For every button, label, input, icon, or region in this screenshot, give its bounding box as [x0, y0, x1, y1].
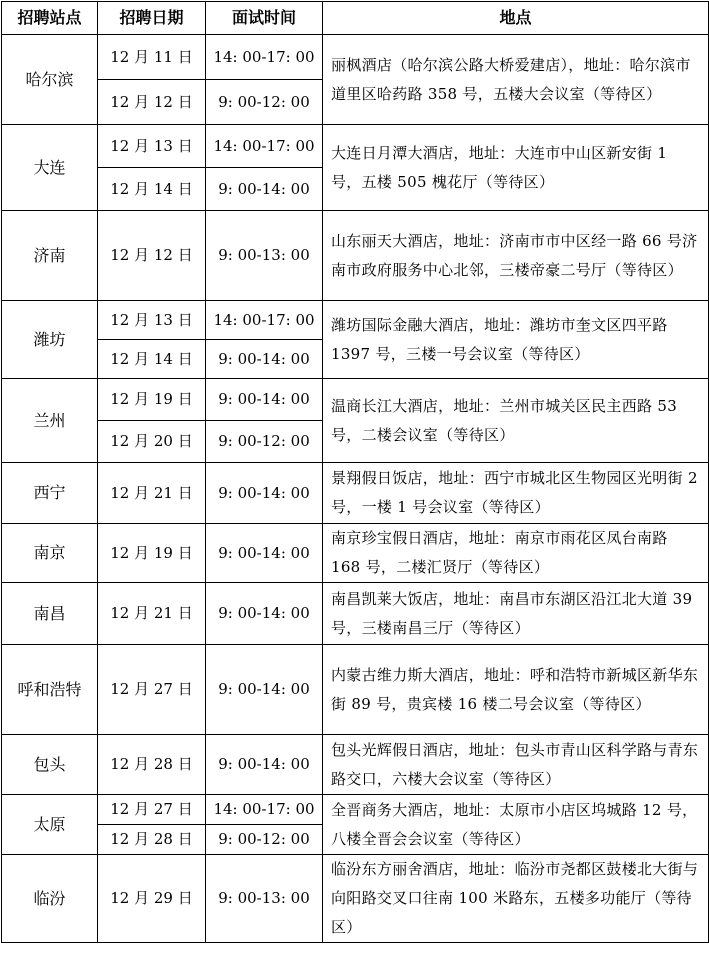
time-cell: 9: 00-13: 00 — [206, 211, 323, 301]
table-row — [2, 855, 709, 943]
date-cell: 12 月 28 日 — [98, 735, 206, 795]
station-cell: 太原 — [2, 795, 98, 855]
header-date: 招聘日期 — [98, 2, 206, 35]
time-cell: 9: 00-14: 00 — [206, 168, 323, 211]
station-cell: 大连 — [2, 125, 98, 211]
table-row — [2, 125, 709, 168]
date-cell: 12 月 11 日 — [98, 35, 206, 80]
location-cell: 潍坊国际金融大酒店，地址：潍坊市奎文区四平路 1397 号，三楼一号会议室（等待区） — [323, 301, 709, 379]
location-cell: 包头光辉假日酒店，地址：包头市青山区科学路与青东路交口，六楼大会议室（等待区） — [323, 735, 709, 795]
time-cell: 9: 00-12: 00 — [206, 421, 323, 463]
date-cell: 12 月 19 日 — [98, 524, 206, 583]
time-cell: 9: 00-14: 00 — [206, 583, 323, 645]
time-cell: 9: 00-14: 00 — [206, 645, 323, 735]
date-cell: 12 月 28 日 — [98, 825, 206, 855]
table-row — [2, 463, 709, 524]
header-location: 地点 — [323, 2, 709, 35]
date-cell: 12 月 27 日 — [98, 645, 206, 735]
time-cell: 9: 00-14: 00 — [206, 735, 323, 795]
date-cell: 12 月 21 日 — [98, 463, 206, 524]
header-station: 招聘站点 — [2, 2, 98, 35]
date-cell: 12 月 21 日 — [98, 583, 206, 645]
time-cell: 14: 00-17: 00 — [206, 35, 323, 80]
recruitment-schedule-table — [1, 1, 709, 943]
station-cell: 济南 — [2, 211, 98, 301]
location-cell: 内蒙古维力斯大酒店，地址：呼和浩特市新城区新华东街 89 号，贵宾楼 16 楼二号会议室（等待区） — [323, 645, 709, 735]
table-row — [2, 35, 709, 80]
time-cell: 14: 00-17: 00 — [206, 301, 323, 340]
date-cell: 12 月 14 日 — [98, 340, 206, 379]
station-cell: 西宁 — [2, 463, 98, 524]
date-cell: 12 月 27 日 — [98, 795, 206, 825]
date-cell: 12 月 13 日 — [98, 301, 206, 340]
location-cell: 景翔假日饭店，地址：西宁市城北区生物园区光明街 2 号，一楼 1 号会议室（等待区） — [323, 463, 709, 524]
time-cell: 9: 00-13: 00 — [206, 855, 323, 943]
date-cell: 12 月 12 日 — [98, 211, 206, 301]
time-cell: 9: 00-14: 00 — [206, 463, 323, 524]
header-time: 面试时间 — [206, 2, 323, 35]
station-cell: 呼和浩特 — [2, 645, 98, 735]
date-cell: 12 月 14 日 — [98, 168, 206, 211]
time-cell: 9: 00-12: 00 — [206, 825, 323, 855]
station-cell: 南京 — [2, 524, 98, 583]
time-cell: 9: 00-14: 00 — [206, 524, 323, 583]
table-row — [2, 795, 709, 825]
location-cell: 大连日月潭大酒店，地址：大连市中山区新安街 1 号，五楼 505 槐花厅（等待区） — [323, 125, 709, 211]
date-cell: 12 月 13 日 — [98, 125, 206, 168]
table-row — [2, 645, 709, 735]
table-row — [2, 211, 709, 301]
date-cell: 12 月 19 日 — [98, 379, 206, 421]
header-row — [2, 2, 709, 35]
time-cell: 9: 00-14: 00 — [206, 379, 323, 421]
location-cell: 丽枫酒店（哈尔滨公路大桥爱建店），地址：哈尔滨市道里区哈药路 358 号，五楼大会议室（等待区） — [323, 35, 709, 125]
station-cell: 南昌 — [2, 583, 98, 645]
date-cell: 12 月 29 日 — [98, 855, 206, 943]
time-cell: 9: 00-12: 00 — [206, 80, 323, 125]
table-row — [2, 301, 709, 340]
station-cell: 临汾 — [2, 855, 98, 943]
location-cell: 南京珍宝假日酒店，地址：南京市雨花区凤台南路 168 号，二楼汇贤厅（等待区） — [323, 524, 709, 583]
table-row — [2, 379, 709, 421]
table-row — [2, 583, 709, 645]
station-cell: 潍坊 — [2, 301, 98, 379]
table-row — [2, 524, 709, 583]
location-cell: 温商长江大酒店，地址：兰州市城关区民主西路 53 号，二楼会议室（等待区） — [323, 379, 709, 463]
location-cell: 临汾东方丽舍酒店，地址：临汾市尧都区鼓楼北大街与向阳路交叉口往南 100 米路东，五楼多功能厅（等待区） — [323, 855, 709, 943]
date-cell: 12 月 12 日 — [98, 80, 206, 125]
time-cell: 9: 00-14: 00 — [206, 340, 323, 379]
date-cell: 12 月 20 日 — [98, 421, 206, 463]
station-cell: 包头 — [2, 735, 98, 795]
station-cell: 哈尔滨 — [2, 35, 98, 125]
location-cell: 山东丽天大酒店，地址：济南市市中区经一路 66 号济南市政府服务中心北邻，三楼帝豪二号厅（等待区） — [323, 211, 709, 301]
location-cell: 全晋商务大酒店，地址：太原市小店区坞城路 12 号，八楼全晋会会议室（等待区） — [323, 795, 709, 855]
table-row — [2, 735, 709, 795]
location-cell: 南昌凯莱大饭店，地址：南昌市东湖区沿江北大道 39 号，三楼南昌三厅（等待区） — [323, 583, 709, 645]
time-cell: 14: 00-17: 00 — [206, 125, 323, 168]
time-cell: 14: 00-17: 00 — [206, 795, 323, 825]
station-cell: 兰州 — [2, 379, 98, 463]
